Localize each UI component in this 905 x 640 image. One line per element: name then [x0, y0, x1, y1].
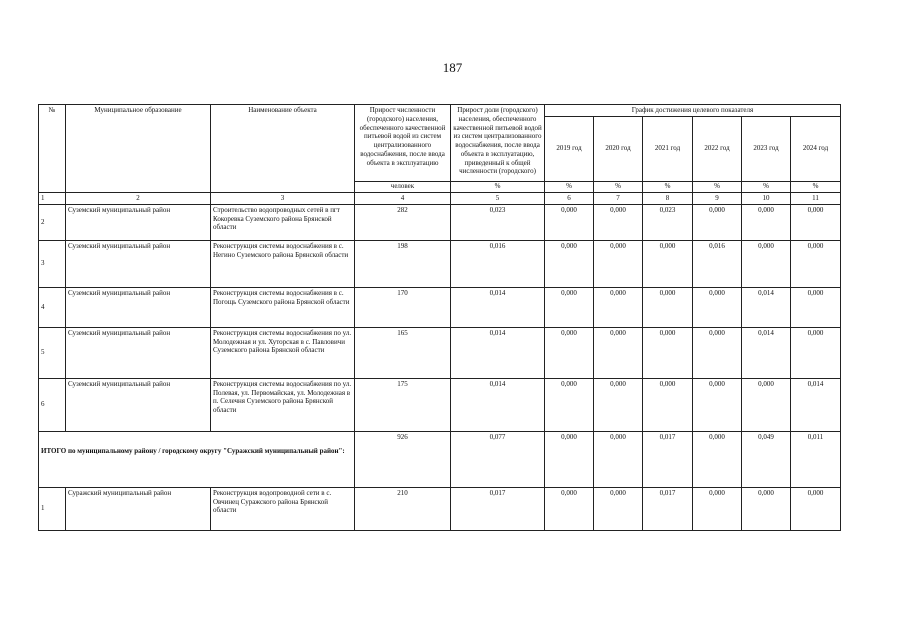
row-object: Реконструкция водопроводной сети в с. Овчинец Суражского района Брянской области	[211, 487, 355, 530]
row-year-value: 0,000	[545, 487, 594, 530]
table-row	[39, 204, 841, 240]
row-share: 0,014	[451, 327, 545, 378]
column-number: 11	[791, 192, 841, 204]
row-year-value: 0,014	[791, 378, 841, 431]
total-year-value: 0,011	[791, 431, 841, 487]
total-year-value: 0,049	[742, 431, 791, 487]
total-year-value: 0,017	[643, 431, 693, 487]
row-year-value: 0,000	[791, 287, 841, 327]
header-year: 2024 год	[791, 116, 841, 181]
row-people: 165	[355, 327, 451, 378]
row-year-value: 0,000	[742, 487, 791, 530]
page-number: 187	[442, 60, 463, 75]
row-year-value: 0,000	[545, 287, 594, 327]
row-year-value: 0,000	[545, 204, 594, 240]
row-year-value: 0,000	[791, 487, 841, 530]
unit-year-pct: %	[545, 181, 594, 192]
table-row	[39, 327, 841, 378]
row-year-value: 0,000	[791, 204, 841, 240]
row-index: 4	[39, 287, 66, 327]
column-number: 2	[66, 192, 211, 204]
row-municipality: Суземский муниципальный район	[66, 327, 211, 378]
column-number: 7	[594, 192, 643, 204]
row-municipality: Суземский муниципальный район	[66, 240, 211, 287]
header-year: 2020 год	[594, 116, 643, 181]
row-year-value: 0,000	[594, 240, 643, 287]
row-object: Реконструкция системы водоснабжения по ул. Полевая, ул. Первомайская, ул. Молодежная в п. Селечня Суземского района Брянской области	[211, 378, 355, 431]
row-year-value: 0,000	[594, 378, 643, 431]
column-number: 3	[211, 192, 355, 204]
row-share: 0,014	[451, 378, 545, 431]
header-schedule: График достижения целевого показателя	[545, 105, 841, 117]
header-year: 2022 год	[693, 116, 742, 181]
row-index: 5	[39, 327, 66, 378]
row-share: 0,023	[451, 204, 545, 240]
row-index: 2	[39, 204, 66, 240]
total-label-cell	[39, 431, 355, 487]
row-people: 198	[355, 240, 451, 287]
row-share: 0,014	[451, 287, 545, 327]
unit-year-pct: %	[693, 181, 742, 192]
header-municipality: Муниципальное образование	[66, 105, 211, 193]
row-object: Реконструкция системы водоснабжения в с. Негино Суземского района Брянской области	[211, 240, 355, 287]
row-year-value: 0,016	[693, 240, 742, 287]
row-index: 6	[39, 378, 66, 431]
row-people: 170	[355, 287, 451, 327]
column-number: 8	[643, 192, 693, 204]
row-object: Реконструкция системы водоснабжения по ул. Молодежная и ул. Хуторская в с. Павловичи Суземского района Брянской области	[211, 327, 355, 378]
row-index: 1	[39, 487, 66, 530]
row-year-value: 0,000	[742, 240, 791, 287]
unit-year-pct: %	[791, 181, 841, 192]
row-year-value: 0,014	[742, 287, 791, 327]
row-year-value: 0,000	[693, 287, 742, 327]
row-year-value: 0,000	[693, 487, 742, 530]
total-label: ИТОГО по муниципальному району / городскому округу "Суражский муниципальный район":	[41, 446, 345, 455]
table-row	[39, 378, 841, 431]
table-row	[39, 487, 841, 530]
unit-year-pct: %	[742, 181, 791, 192]
column-number: 6	[545, 192, 594, 204]
header-pop-growth: Прирост численности (городского) населения, обеспеченного качественной питьевой водой из систем централизованного водоснабжения, после ввода объекта в эксплуатацию	[355, 105, 451, 182]
unit-year-pct: %	[643, 181, 693, 192]
total-year-value: 0,000	[545, 431, 594, 487]
column-number: 1	[39, 192, 66, 204]
row-year-value: 0,000	[545, 240, 594, 287]
row-year-value: 0,000	[742, 378, 791, 431]
row-year-value: 0,000	[545, 378, 594, 431]
total-year-value: 0,000	[594, 431, 643, 487]
column-number: 5	[451, 192, 545, 204]
table-row	[39, 287, 841, 327]
row-year-value: 0,000	[643, 287, 693, 327]
target-indicator-table	[38, 104, 841, 531]
row-municipality: Суражский муниципальный район	[66, 487, 211, 530]
column-number-row	[39, 192, 841, 204]
row-people: 282	[355, 204, 451, 240]
row-year-value: 0,000	[643, 378, 693, 431]
table-row	[39, 240, 841, 287]
row-share: 0,017	[451, 487, 545, 530]
row-municipality: Суземский муниципальный район	[66, 287, 211, 327]
header-year: 2023 год	[742, 116, 791, 181]
row-year-value: 0,000	[791, 327, 841, 378]
header-no: №	[39, 105, 66, 193]
unit-pct: %	[451, 181, 545, 192]
row-year-value: 0,023	[643, 204, 693, 240]
row-year-value: 0,000	[545, 327, 594, 378]
row-year-value: 0,000	[643, 327, 693, 378]
column-number: 10	[742, 192, 791, 204]
header-year: 2021 год	[643, 116, 693, 181]
row-year-value: 0,000	[742, 204, 791, 240]
row-year-value: 0,000	[594, 487, 643, 530]
row-year-value: 0,000	[594, 287, 643, 327]
row-year-value: 0,000	[791, 240, 841, 287]
row-people: 175	[355, 378, 451, 431]
total-year-value: 0,000	[693, 431, 742, 487]
total-people: 926	[355, 431, 451, 487]
header-year: 2019 год	[545, 116, 594, 181]
row-year-value: 0,000	[594, 204, 643, 240]
unit-year-pct: %	[594, 181, 643, 192]
row-year-value: 0,017	[643, 487, 693, 530]
row-share: 0,016	[451, 240, 545, 287]
header-share-growth: Прирост доли (городского) населения, обеспеченного качественной питьевой водой из систем централизованного водоснабжения, после ввода объекта в эксплуатацию, приведенный к общей численности (городского)	[451, 105, 545, 182]
row-object: Строительство водопроводных сетей в пгт Кокоревка Суземского района Брянской области	[211, 204, 355, 240]
column-number: 9	[693, 192, 742, 204]
row-people: 210	[355, 487, 451, 530]
column-number: 4	[355, 192, 451, 204]
row-year-value: 0,000	[693, 378, 742, 431]
row-year-value: 0,000	[693, 204, 742, 240]
row-year-value: 0,000	[693, 327, 742, 378]
row-object: Реконструкция системы водоснабжения в с. Погощь Суземского района Брянской области	[211, 287, 355, 327]
total-row	[39, 431, 841, 487]
row-municipality: Суземский муниципальный район	[66, 204, 211, 240]
row-municipality: Суземский муниципальный район	[66, 378, 211, 431]
row-year-value: 0,000	[594, 327, 643, 378]
row-index: 3	[39, 240, 66, 287]
row-year-value: 0,014	[742, 327, 791, 378]
unit-people: человек	[355, 181, 451, 192]
total-share: 0,077	[451, 431, 545, 487]
row-year-value: 0,000	[643, 240, 693, 287]
header-object-name: Наименование объекта	[211, 105, 355, 193]
